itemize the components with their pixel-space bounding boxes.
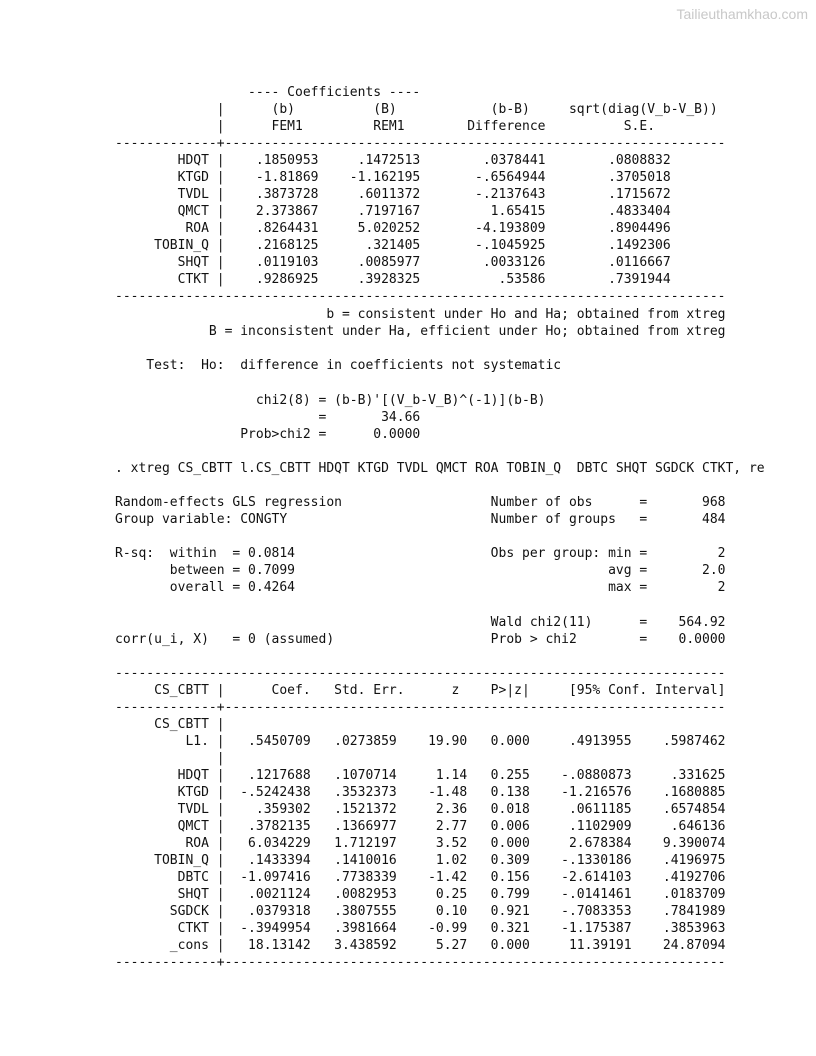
- hausman-row: TVDL | .3873728 .6011372 -.2137643 .1715672: [115, 187, 671, 202]
- regression-row: SGDCK | .0379318 .3807555 0.10 0.921 -.7083353 .7841989: [115, 904, 726, 919]
- regression-row: HDQT | .1217688 .1070714 1.14 0.255 -.0880873 .331625: [115, 768, 726, 783]
- regression-row: QMCT | .3782135 .1366977 2.77 0.006 .1102909 .646136: [115, 819, 726, 834]
- hausman-header-row-2: | FEM1 REM1 Difference S.E.: [115, 119, 656, 134]
- hausman-row: QMCT | 2.373867 .7197167 1.65415 .4833404: [115, 204, 671, 219]
- regression-rule-mid: -------------+----------------------------------------------------------------: [115, 700, 726, 715]
- summary-line: Wald chi2(11) = 564.92: [115, 615, 726, 630]
- regression-row: KTGD | -.5242438 .3532373 -1.48 0.138 -1.216576 .1680885: [115, 785, 726, 800]
- summary-line: between = 0.7099 avg = 2.0: [115, 563, 726, 578]
- hausman-row: CTKT | .9286925 .3928325 .53586 .7391944: [115, 272, 671, 287]
- summary-line: Random-effects GLS regression Number of obs = 968: [115, 495, 726, 510]
- coefficients-heading: ---- Coefficients ----: [115, 85, 421, 100]
- hausman-rule-top: -------------+----------------------------------------------------------------: [115, 136, 726, 151]
- regression-row: CTKT | -.3949954 .3981664 -0.99 0.321 -1.175387 .3853963: [115, 921, 726, 936]
- regression-row: ROA | 6.034229 1.712197 3.52 0.000 2.678384 9.390074: [115, 836, 726, 851]
- regression-rule-bottom: -------------+----------------------------------------------------------------: [115, 955, 726, 970]
- hausman-header-row-1: | (b) (B) (b-B) sqrt(diag(V_b-V_B)): [115, 102, 718, 117]
- summary-line: Group variable: CONGTY Number of groups = 484: [115, 512, 726, 527]
- regression-lag-row: L1. | .5450709 .0273859 19.90 0.000 .4913955 .5987462: [115, 734, 726, 749]
- hausman-row: TOBIN_Q | .2168125 .321405 -.1045925 .1492306: [115, 238, 671, 253]
- xtreg-command: . xtreg CS_CBTT l.CS_CBTT HDQT KTGD TVDL QMCT ROA TOBIN_Q DBTC SHQT SGDCK CTKT, re: [115, 461, 765, 476]
- hausman-row: KTGD | -1.81869 -1.162195 -.6564944 .3705018: [115, 170, 671, 185]
- summary-line: R-sq: within = 0.0814 Obs per group: min = 2: [115, 546, 726, 561]
- regression-row: TVDL | .359302 .1521372 2.36 0.018 .0611185 .6574854: [115, 802, 726, 817]
- hausman-rule-bottom: ------------------------------------------------------------------------------: [115, 289, 726, 304]
- regression-spacer: |: [115, 751, 225, 766]
- regression-row: _cons | 18.13142 3.438592 5.27 0.000 11.39191 24.87094: [115, 938, 726, 953]
- hausman-row: ROA | .8264431 5.020252 -4.193809 .8904496: [115, 221, 671, 236]
- chi2-value: = 34.66: [115, 410, 421, 425]
- regression-row: TOBIN_Q | .1433394 .1410016 1.02 0.309 -.1330186 .4196975: [115, 853, 726, 868]
- regression-header: CS_CBTT | Coef. Std. Err. z P>|z| [95% Conf. Interval]: [115, 683, 726, 698]
- summary-line: corr(u_i, X) = 0 (assumed) Prob > chi2 = 0.0000: [115, 632, 726, 647]
- prob-chi2: Prob>chi2 = 0.0000: [115, 427, 421, 442]
- summary-line: overall = 0.4264 max = 2: [115, 580, 726, 595]
- hausman-note-B: B = inconsistent under Ha, efficient under Ho; obtained from xtreg: [115, 324, 726, 339]
- hausman-note-b: b = consistent under Ho and Ha; obtained from xtreg: [115, 307, 726, 322]
- regression-row: SHQT | .0021124 .0082953 0.25 0.799 -.0141461 .0183709: [115, 887, 726, 902]
- watermark: Tailieuthamkhao.com: [676, 6, 808, 22]
- regression-rule-top: ------------------------------------------------------------------------------: [115, 666, 726, 681]
- regression-row: DBTC | -1.097416 .7738339 -1.42 0.156 -2.614103 .4192706: [115, 870, 726, 885]
- chi2-formula: chi2(8) = (b-B)'[(V_b-V_B)^(-1)](b-B): [115, 393, 546, 408]
- hausman-row: SHQT | .0119103 .0085977 .0033126 .0116667: [115, 255, 671, 270]
- regression-lag-label: CS_CBTT |: [115, 717, 225, 732]
- hausman-test-line: Test: Ho: difference in coefficients not systematic: [115, 358, 562, 373]
- hausman-row: HDQT | .1850953 .1472513 .0378441 .0808832: [115, 153, 671, 168]
